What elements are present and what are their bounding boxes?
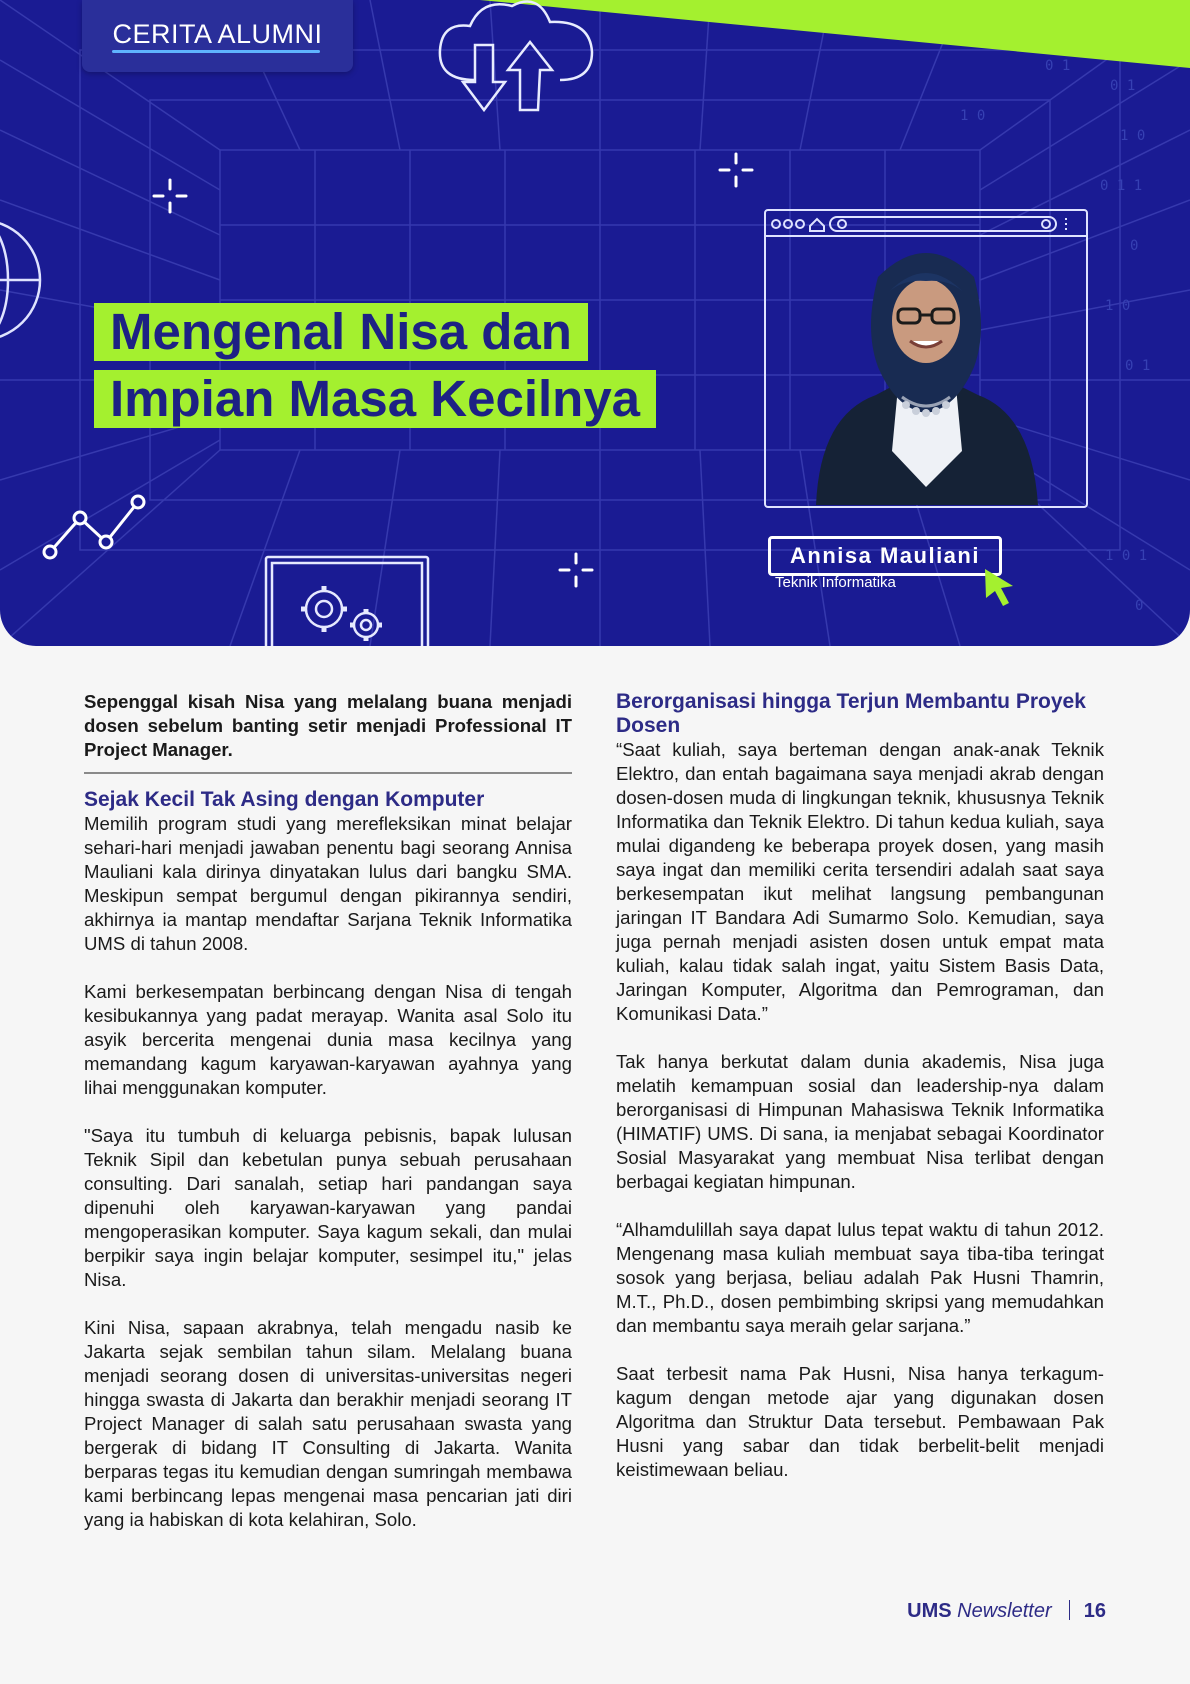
article-lead: Sepenggal kisah Nisa yang melalang buana menjadi dosen sebelum banting setir menjadi Professional IT Project Manager. [84,691,572,760]
page-number: 16 [1083,1600,1106,1622]
svg-text:0 1 1: 0 1 1 [1100,178,1143,194]
sparkle-icon [718,152,754,188]
svg-text:0 1: 0 1 [1045,58,1071,74]
svg-text:0 1: 0 1 [1125,358,1151,374]
browser-controls-icon [770,214,1080,234]
svg-text:1 0: 1 0 [960,108,986,124]
cloud-upload-download-icon [430,0,600,118]
hero-banner [0,0,1190,646]
profile-name-label: Annisa Mauliani [768,536,1002,576]
page-footer [907,1600,1106,1623]
paragraph: Kini Nisa, sapaan akrabnya, telah mengadu nasib ke Jakarta sejak sembilan tahun silam. Melalang buana menjadi seorang dosen di universitas-universitas negeri hingga swasta di Jakarta dan berakhir menjadi seorang IT Project Manager di salah satu perusahaan swasta yang bergerak di bidang IT Consulting di Jakarta. Wanita berparas tegas itu kemudian dengan sumringah membawa kami berbincang lepas mengenai masa pencarian jati diri yang ia habiskan di kota kelahiran, Solo. [84,1317,572,1530]
paragraph: “Saat kuliah, saya berteman dengan anak-anak Teknik Elektro, dan entah bagaimana saya menjadi akrab dengan dosen-dosen muda di lingkungan teknik, khususnya Teknik Informatika dan Teknik Elektro. Di tahun kedua kuliah, saya mulai digandeng ke beberapa proyek dosen, yang masih saya ingat dan memiliki cerita tersendiri adalah saat saya berkesempatan ikut melihat langsung pembangunan jaringan IT Bandara Adi Sumarmo Solo. Kemudian, saya juga pernah menjadi asisten dosen untuk empat mata kuliah, kalau tidak salah ingat, yaitu Sistem Basis Data, Jaringan Komputer, Algoritma dan Pemrograman, dan Komunikasi Data.” [616,739,1104,1024]
right-column [616,690,1104,1506]
svg-text:1 0: 1 0 [1105,298,1131,314]
profile-department: Teknik Informatika [775,574,896,591]
paragraph: “Alhamdulillah saya dapat lulus tepat waktu di tahun 2012. Mengenang masa kuliah membuat saya tiba-tiba teringat sosok yang berjasa, beliau adalah Pak Husni Thamrin, M.T., Ph.D., dosen pembimbing skripsi yang memudahkan dan membantu saya meraih gelar sarjana.” [616,1219,1104,1336]
section-tag-underline [112,50,320,53]
paragraph: Kami berkesempatan berbincang dengan Nisa di tengah kesibukannya yang padat merayap. Wanita asal Solo itu asyik bercerita mengenai dunia masa kecilnya yang memandang kagum karyawan-karyawan ayahnya yang lihai menggunakan komputer. [84,981,572,1098]
globe-icon [0,210,45,350]
sparkle-icon [558,552,594,588]
line-chart-icon [38,490,148,560]
section-heading-2: Berorganisasi hingga Terjun Membantu Proyek Dosen [616,690,1086,737]
svg-text:0: 0 [1130,238,1139,254]
footer-separator [1069,1600,1070,1620]
woman-portrait [806,237,1046,505]
paragraph: "Saya itu tumbuh di keluarga pebisnis, bapak lulusan Teknik Sipil dan kebetulan punya sebuah perusahaan consulting. Dari sanalah, setiap hari pandangan saya dipenuhi oleh karyawan-karyawan yang pandai mengoperasikan komputer. Saya kagum sekali, dan mulai berpikir saya ingin belajar komputer, sesimpel itu," jelas Nisa. [84,1125,572,1290]
browser-window-icon [764,209,1088,508]
svg-text:0: 0 [1135,598,1144,614]
gears-icon [262,553,432,646]
left-column [84,690,572,1556]
section-tag-label: CERITA ALUMNI [112,19,323,49]
paragraph: Memilih program studi yang merefleksikan minat belajar sehari-hari menjadi jawaban penentu bagi seorang Annisa Mauliani kala dirinya dinyatakan lulus dari bangku SMA. Meskipun sempat bergumul dengan pikirannya sendiri, akhirnya ia mantap mendaftar Sarjana Teknik Informatika UMS di tahun 2008. [84,813,572,954]
section-tag [82,0,353,72]
section-heading-1: Sejak Kecil Tak Asing dengan Komputer [84,788,485,811]
paragraph: Saat terbesit nama Pak Husni, Nisa hanya terkagum-kagum dengan metode ajar yang digunakan dosen Algoritma dan Struktur Data tersebut. Pembawaan Pak Husni yang sabar dan tidak berbelit-belit menjadi keistimewaan beliau. [616,1363,1104,1480]
article-title-line-2: Impian Masa Kecilnya [94,370,656,428]
svg-text:1 0: 1 0 [1120,128,1146,144]
cursor-arrow-icon [982,566,1016,608]
footer-publication: Newsletter [957,1600,1052,1622]
article-title-line-1: Mengenal Nisa dan [94,303,588,361]
paragraph: Tak hanya berkutat dalam dunia akademis, Nisa juga melatih kemampuan sosial dan leadership-nya dalam berorganisasi di Himpunan Mahasiswa Teknik Informatika (HIMATIF) UMS. Di sana, ia menjabat sebagai Koordinator Sosial Masyarakat yang membuat Nisa terlibat dengan berbagai kegiatan himpunan. [616,1051,1104,1192]
lead-divider [84,772,572,774]
svg-text:1 0 1: 1 0 1 [1105,548,1148,564]
svg-text:0 1: 0 1 [1110,78,1136,94]
sparkle-icon [152,178,188,214]
footer-brand: UMS [907,1600,952,1622]
